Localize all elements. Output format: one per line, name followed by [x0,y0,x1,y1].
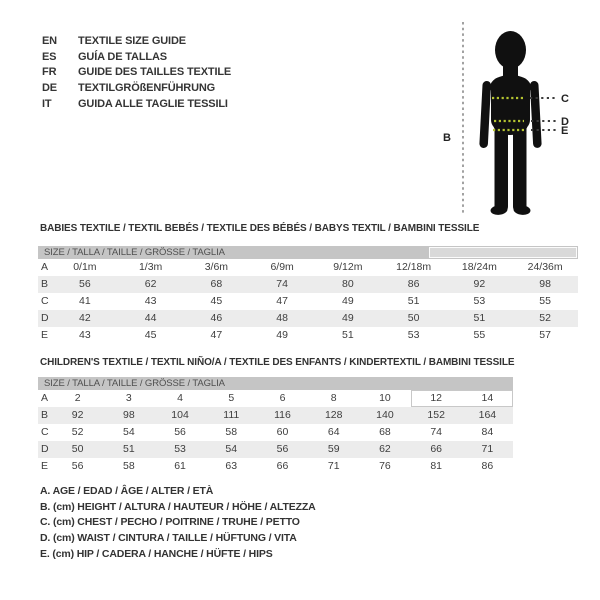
row-label: A [41,392,49,404]
table-cell: 3 [125,392,132,404]
table-cell: 164 [478,409,497,421]
measurement-legend [40,484,316,562]
row-cells [52,259,578,276]
table-cell: 52 [71,426,84,438]
language-code: ES [42,50,57,63]
language-row [42,33,231,49]
language-title-list [42,33,231,111]
table-row [38,407,513,424]
table-row [38,390,513,407]
table-cell: 66 [276,460,289,472]
row-label: B [41,409,49,421]
table-cell: 152 [427,409,445,421]
table-cell: 74 [276,278,288,290]
table-cell: 55 [539,295,551,307]
table-cell: 44 [144,312,157,324]
chest-label: C [561,93,569,105]
measurement-figure [420,10,600,230]
table-row [38,458,513,475]
table-cell: 52 [539,312,551,324]
language-row [42,49,231,65]
children-section-title: CHILDREN'S TEXTILE / TEXTIL NIÑO/A / TEXTILE DES ENFANTS / KINDERTEXTIL / BAMBINI TESSILE [40,357,515,368]
table-cell: 47 [276,295,288,307]
row-cells [52,327,578,344]
row-cells [52,407,513,424]
table-cell: 14 [462,390,513,407]
table-row [38,424,513,441]
legend-row: D. (cm) WAIST / CINTURA / TAILLE / HÜFTUNG / VITA [40,532,297,545]
row-label: D [41,443,49,455]
table-cell: 2 [74,392,81,404]
language-row [42,80,231,96]
table-cell: 42 [79,312,91,324]
table-cell: 92 [473,278,486,290]
table-cell: 51 [473,312,486,324]
babies-size-table [38,246,578,344]
language-guide-title: TEXTILGRÖßENFÜHRUNG [78,81,216,94]
row-cells [52,441,513,458]
row-cells [52,276,578,293]
hip-label: E [561,125,569,137]
table-cell: 6 [279,392,286,404]
language-guide-title: GUIDE DES TAILLES TEXTILE [78,66,232,79]
table-cell: 71 [327,460,340,472]
row-cells [52,390,513,407]
table-cell: 116 [274,409,291,421]
table-cell: 55 [473,329,486,341]
table-cell: 45 [210,295,223,307]
table-cell: 74 [430,426,442,438]
table-cell: 49 [276,329,288,341]
table-cell: 12 [411,390,462,407]
language-guide-title: GUIDA ALLE TAGLIE TESSILI [78,97,228,110]
table-cell: 104 [171,409,189,421]
table-cell: 48 [276,312,288,324]
table-cell: 47 [210,329,223,341]
table-cell: 86 [481,460,494,472]
babies-section-title: BABIES TEXTILE / TEXTIL BEBÉS / TEXTILE DES BÉBÉS / BABYS TEXTIL / BAMBINI TESSILE [40,223,480,234]
table-row [38,276,578,293]
children-size-table [38,377,513,475]
babies-table-rows [38,259,578,344]
children-table-rows [38,390,513,475]
table-cell: 62 [379,443,391,455]
table-row [38,327,578,344]
table-cell: 51 [342,329,354,341]
language-row [42,64,231,80]
legend-row: A. AGE / EDAD / ÂGE / ALTER / ETÀ [40,485,214,497]
table-cell: 84 [481,426,494,438]
child-silhouette [479,31,542,216]
row-label: D [41,312,49,324]
legend-row: B. (cm) HEIGHT / ALTURA / HAUTEUR / HÖHE / ALTEZZA [40,500,316,513]
table-cell: 98 [122,409,135,421]
language-code: DE [42,81,57,94]
table-cell: 54 [225,443,238,455]
table-cell: 56 [276,443,289,455]
row-label: E [41,329,49,341]
table-cell: 60 [276,426,289,438]
table-cell: 81 [430,460,442,472]
legend-row: E. (cm) HIP / CADERA / HANCHE / HÜFTE / HIPS [40,547,273,560]
table-cell: 24/36m [527,261,563,273]
table-cell: 45 [144,329,157,341]
language-code: IT [42,97,52,110]
table-cell: 46 [210,312,223,324]
table-cell: 8 [330,392,337,404]
table-cell: 43 [79,329,91,341]
table-cell: 86 [407,278,420,290]
table-cell: 53 [174,443,186,455]
table-cell: 68 [379,426,391,438]
table-cell: 5 [228,392,235,404]
row-label: B [41,278,49,290]
row-label: E [41,460,49,472]
waist-label: D [561,116,569,128]
table-cell: 49 [342,312,354,324]
table-cell: 10 [379,392,391,404]
table-cell: 53 [407,329,420,341]
table-cell: 111 [223,409,240,421]
table-cell: 49 [342,295,354,307]
table-cell: 1/3m [138,261,163,273]
row-cells [52,424,513,441]
language-code: EN [42,34,57,47]
table-cell: 3/6m [204,261,229,273]
table-cell: 98 [539,278,551,290]
table-cell: 56 [79,278,91,290]
table-cell: 58 [122,460,135,472]
row-label: C [41,295,49,307]
table-cell: 61 [174,460,186,472]
row-label: C [41,426,49,438]
table-cell: 4 [177,392,183,404]
babies-size-header-bar: SIZE / TALLA / TAILLE / GRÖSSE / TAGLIA [38,246,578,259]
table-cell: 56 [174,426,186,438]
child-silhouette-diagram [420,10,600,230]
table-cell: 9/12m [333,261,363,273]
row-label: A [41,261,49,273]
table-cell: 0/1m [73,261,97,273]
children-size-header-bar: SIZE / TALLA / TAILLE / GRÖSSE / TAGLIA [38,377,513,390]
table-cell: 80 [342,278,354,290]
table-cell: 51 [122,443,135,455]
table-cell: 63 [225,460,238,472]
table-cell: 43 [144,295,157,307]
table-cell: 128 [324,409,343,421]
table-cell: 50 [407,312,420,324]
table-cell: 66 [430,443,442,455]
table-cell: 53 [473,295,486,307]
table-row [38,293,578,310]
table-cell: 76 [379,460,391,472]
table-cell: 54 [122,426,135,438]
table-cell: 18/24m [461,261,497,273]
table-cell: 59 [327,443,340,455]
table-cell: 62 [144,278,157,290]
table-cell: 64 [327,426,340,438]
table-row [38,259,578,276]
table-cell: 56 [71,460,84,472]
language-guide-title: TEXTILE SIZE GUIDE [78,34,186,47]
height-label: B [443,132,451,144]
language-row [42,96,231,112]
row-cells [52,458,513,475]
table-cell: 51 [407,295,420,307]
language-code: FR [42,66,57,79]
legend-row: C. (cm) CHEST / PECHO / POITRINE / TRUHE / PETTO [40,516,300,529]
row-cells [52,310,578,327]
table-cell: 50 [71,443,84,455]
table-cell: 140 [376,409,394,421]
table-cell: 57 [539,329,551,341]
table-cell: 68 [210,278,223,290]
row-cells [52,293,578,310]
table-cell: 92 [71,409,84,421]
language-guide-title: GUÍA DE TALLAS [78,50,167,63]
table-row [38,310,578,327]
table-cell: 41 [79,295,91,307]
table-cell: 58 [225,426,238,438]
table-row [38,441,513,458]
table-cell: 12/18m [396,261,432,273]
table-cell: 71 [481,443,494,455]
table-cell: 6/9m [270,261,294,273]
